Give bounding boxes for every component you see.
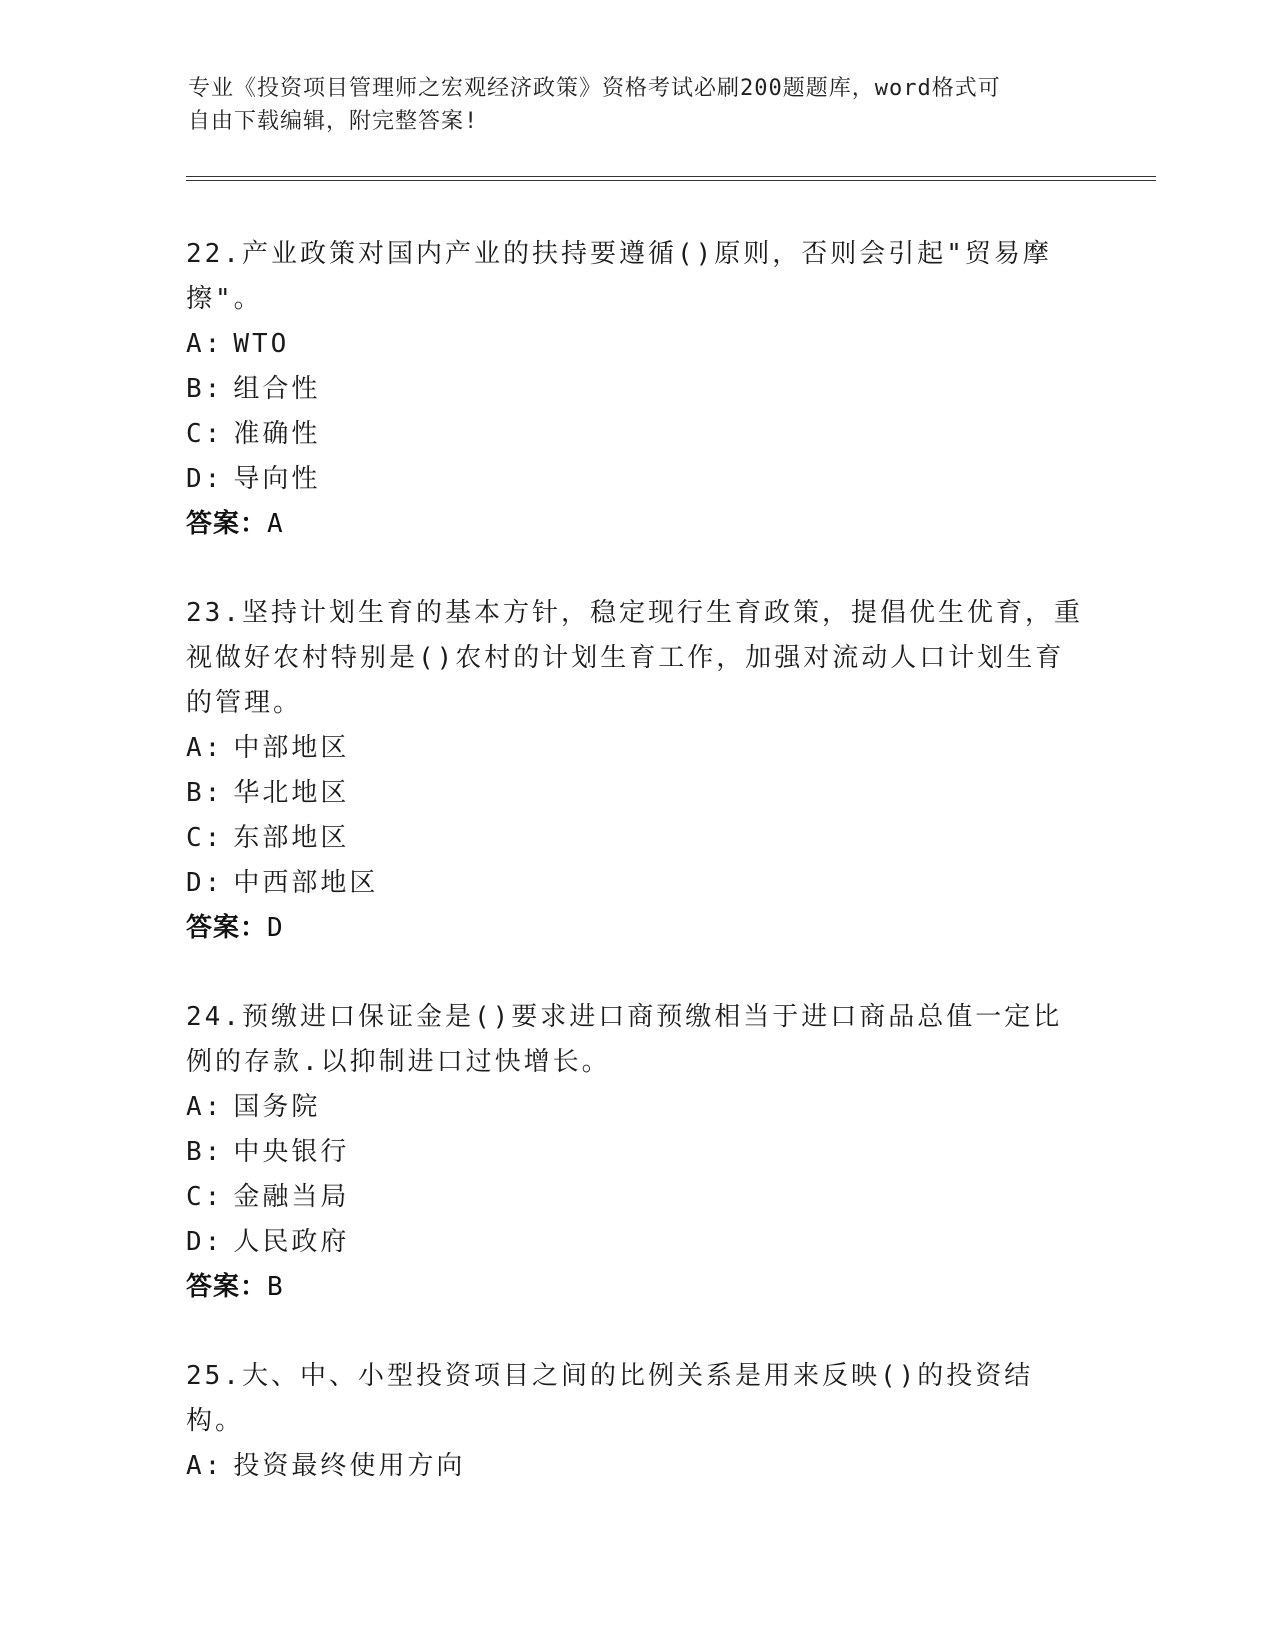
- option-key: A: [186, 1451, 205, 1481]
- question-23: [186, 591, 1086, 951]
- option-text: 导向性: [233, 464, 321, 494]
- option-key: A: [186, 733, 205, 763]
- option-d: [186, 457, 1086, 502]
- option-key: C: [186, 1182, 205, 1212]
- option-separator: :: [204, 1137, 224, 1167]
- option-b: [186, 1130, 1086, 1175]
- option-separator: :: [204, 464, 224, 494]
- question-25: [186, 1354, 1086, 1489]
- option-c: [186, 412, 1086, 457]
- option-d: [186, 1220, 1086, 1265]
- option-separator: :: [204, 329, 224, 359]
- option-text: 华北地区: [233, 778, 350, 808]
- option-key: B: [186, 778, 205, 808]
- option-separator: :: [204, 1182, 224, 1212]
- option-text: 组合性: [233, 374, 321, 404]
- option-key: D: [186, 868, 205, 898]
- answer-line: [186, 502, 1086, 547]
- option-separator: :: [204, 868, 224, 898]
- option-separator: :: [204, 733, 224, 763]
- option-c: [186, 1175, 1086, 1220]
- option-key: D: [186, 464, 205, 494]
- answer-value: B: [267, 1272, 284, 1302]
- answer-value: D: [267, 913, 284, 943]
- answer-label: 答案：: [186, 913, 268, 943]
- header-divider: [186, 176, 1156, 181]
- option-text: 准确性: [233, 419, 321, 449]
- option-separator: :: [204, 1092, 224, 1122]
- document-header: [188, 72, 1088, 138]
- option-a: [186, 1085, 1086, 1130]
- option-a: [186, 1444, 1086, 1489]
- option-a: [186, 322, 1086, 367]
- option-text: 国务院: [233, 1092, 321, 1122]
- option-separator: :: [204, 374, 224, 404]
- option-text: 中部地区: [233, 733, 350, 763]
- option-separator: :: [204, 1451, 224, 1481]
- option-separator: :: [204, 1227, 224, 1257]
- option-text: 中央银行: [233, 1137, 350, 1167]
- header-line-2: 自由下载编辑，附完整答案!: [188, 109, 479, 134]
- answer-label: 答案：: [186, 1272, 268, 1302]
- option-key: B: [186, 1137, 205, 1167]
- question-list: [186, 232, 1086, 1533]
- option-b: [186, 367, 1086, 412]
- option-text: WTO: [233, 329, 290, 359]
- option-c: [186, 816, 1086, 861]
- question-stem: 24.预缴进口保证金是()要求进口商预缴相当于进口商品总值一定比例的存款.以抑制进口过快增长。: [186, 1002, 1063, 1077]
- question-stem: 22.产业政策对国内产业的扶持要遵循()原则，否则会引起"贸易摩擦"。: [186, 239, 1052, 314]
- option-key: A: [186, 329, 205, 359]
- option-text: 东部地区: [233, 823, 350, 853]
- question-stem: 23.坚持计划生育的基本方针，稳定现行生育政策，提倡优生优育，重视做好农村特别是()农村的计划生育工作，加强对流动人口计划生育的管理。: [186, 598, 1083, 718]
- option-key: A: [186, 1092, 205, 1122]
- answer-label: 答案：: [186, 509, 268, 539]
- option-key: C: [186, 419, 205, 449]
- header-line-1: 专业《投资项目管理师之宏观经济政策》资格考试必刷200题题库，word格式可: [188, 76, 1001, 101]
- question-stem: 25.大、中、小型投资项目之间的比例关系是用来反映()的投资结构。: [186, 1361, 1034, 1436]
- option-b: [186, 771, 1086, 816]
- option-separator: :: [204, 823, 224, 853]
- answer-line: [186, 1265, 1086, 1310]
- option-separator: :: [204, 419, 224, 449]
- option-d: [186, 861, 1086, 906]
- option-separator: :: [204, 778, 224, 808]
- question-24: [186, 995, 1086, 1310]
- option-a: [186, 726, 1086, 771]
- answer-line: [186, 906, 1086, 951]
- option-text: 金融当局: [233, 1182, 350, 1212]
- option-text: 人民政府: [233, 1227, 350, 1257]
- answer-value: A: [267, 509, 284, 539]
- option-key: B: [186, 374, 205, 404]
- question-22: [186, 232, 1086, 547]
- option-key: C: [186, 823, 205, 853]
- option-text: 中西部地区: [233, 868, 379, 898]
- option-text: 投资最终使用方向: [233, 1451, 466, 1481]
- option-key: D: [186, 1227, 205, 1257]
